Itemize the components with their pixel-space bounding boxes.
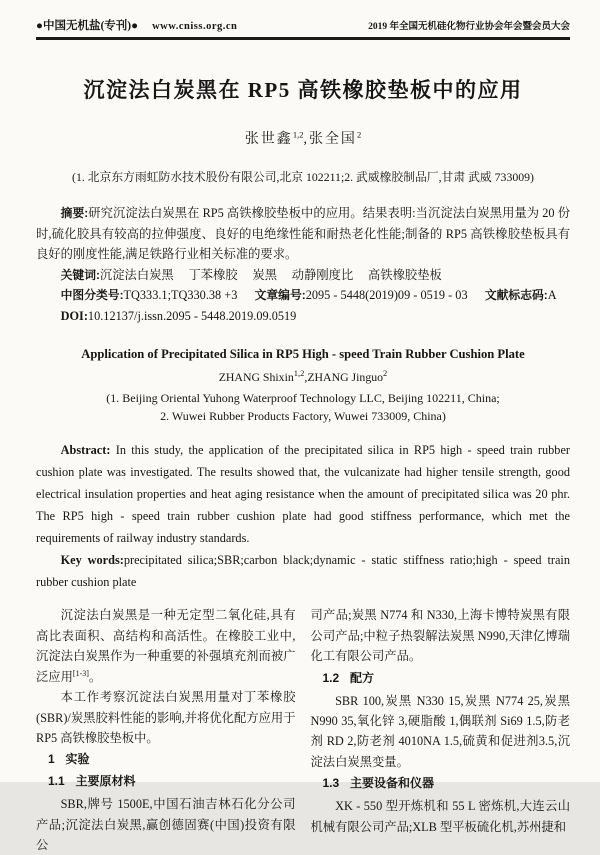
section-title: 主要原材料	[75, 774, 136, 789]
abstract-cn	[36, 203, 570, 265]
authors-cn	[36, 128, 570, 148]
body-paragraph	[36, 605, 296, 687]
author-1-en: ZHANG Shixin	[218, 369, 294, 384]
doi-value: 10.12137/j.issn.2095 - 5448.2019.09.0519	[87, 309, 297, 324]
doc-code-value: A	[547, 288, 557, 303]
conference-name: 2019 年全国无机硅化物行业协会年会暨会员大会	[368, 22, 570, 32]
author-1-affil-sup: 1,2	[292, 129, 304, 140]
article-no-label: 文章编号:	[254, 288, 306, 303]
author-en-separator: ,	[304, 369, 308, 384]
body-paragraph: XK - 550 型开炼机和 55 L 密炼机,大连云山机械有限公司产品;XLB 型平板硫化机,苏州捷和	[310, 799, 570, 834]
section-number: 1.3	[322, 776, 340, 791]
body-paragraph: SBR 100,炭黑 N330 15,炭黑 N774 25,炭黑 N990 35,氧化锌 3,硬脂酸 1,偶联剂 Si69 1.5,防老剂 RD 2,防老剂 4010NA 1.5,硫黄和促进剂3.5,沉淀法白炭黑变量。	[310, 693, 570, 769]
keywords-en-text: precipitated silica;SBR;carbon black;dynamic - static stiffness ratio;high - speed train rubber cushion plate	[36, 553, 570, 590]
section-number: 1.1	[48, 774, 65, 789]
author-2-en-sup: 2	[383, 367, 388, 378]
authors-en	[36, 368, 570, 385]
keywords-cn-label: 关键词:	[60, 267, 100, 282]
affiliation-en-line-2: 2. Wuwei Rubber Products Factory, Wuwei 733009, China)	[160, 408, 446, 423]
section-title: 实验	[65, 752, 90, 767]
section-number: 1.2	[322, 670, 340, 685]
paper-title-cn: 沉淀法白炭黑在 RP5 高铁橡胶垫板中的应用	[83, 78, 523, 102]
doc-code-label: 文献标志码:	[484, 288, 548, 303]
header-rule	[36, 37, 570, 40]
clc-label: 中图分类号:	[60, 288, 124, 303]
paragraph-text: 沉淀法白炭黑是一种无定型二氧化硅,具有高比表面积、高结构和高活性。在橡胶工业中,沉淀法白炭黑作为一种重要的补强填充剂而被广泛应用	[36, 608, 296, 684]
section-title: 配方	[349, 670, 374, 685]
author-2-affil-sup: 2	[356, 129, 362, 140]
affiliation-en	[36, 389, 570, 425]
article-no-value: 2095 - 5448(2019)09 - 0519 - 03	[305, 288, 468, 303]
keyword-cn: 炭黑	[252, 267, 278, 282]
classification-line	[36, 285, 570, 306]
body-column-left	[36, 605, 296, 855]
keyword-cn: 沉淀法白炭黑	[99, 267, 174, 282]
keyword-cn: 高铁橡胶垫板	[368, 267, 442, 282]
keyword-cn: 丁苯橡胶	[188, 267, 238, 282]
author-separator: ,	[303, 132, 309, 147]
page-header	[36, 16, 570, 33]
keywords-en-label: Key words:	[60, 553, 124, 568]
section-heading-1-3	[311, 774, 571, 794]
keyword-cn: 动静刚度比	[291, 267, 354, 282]
journal-brand: ●中国无机盐(专刊)●	[36, 20, 139, 32]
doi-line	[36, 306, 570, 327]
keywords-en	[36, 549, 570, 593]
abstract-en-label: Abstract:	[60, 442, 111, 457]
author-1-cn: 张世鑫	[244, 132, 293, 147]
abstract-cn-label: 摘要:	[60, 206, 89, 220]
section-heading-1-1	[36, 772, 296, 792]
paper-title-en: Application of Precipitated Silica in RP5 High - speed Train Rubber Cushion Plate	[81, 346, 525, 361]
body-columns	[36, 605, 570, 855]
doi-label: DOI:	[60, 309, 88, 324]
affiliation-en-line-1: (1. Beijing Oriental Yuhong Waterproof Technology LLC, Beijing 102211, China;	[106, 390, 500, 405]
section-heading-1	[36, 750, 296, 770]
abstract-en	[36, 439, 570, 550]
paragraph-text: 。	[88, 669, 102, 684]
citation-sup: [1-3]	[72, 668, 89, 678]
author-2-cn: 张全国	[308, 132, 357, 147]
body-paragraph: SBR,牌号 1500E,中国石油吉林石化分公司产品;沉淀法白炭黑,赢创德固赛(中国)投资有限公	[36, 797, 296, 853]
section-number: 1	[48, 752, 55, 767]
body-paragraph: 司产品;炭黑 N774 和 N330,上海卡博特炭黑有限公司产品;中粒子热裂解法炭黑 N990,天津亿博瑞化工有限公司产品。	[310, 608, 570, 664]
author-1-en-sup: 1,2	[293, 367, 305, 378]
keywords-cn	[36, 265, 570, 286]
affiliation-cn: (1. 北京东方雨虹防水技术股份有限公司,北京 102211;2. 武威橡胶制品厂,甘肃 武威 733009)	[72, 170, 534, 184]
author-2-en: ZHANG Jinguo	[307, 369, 384, 384]
body-paragraph: 本工作考察沉淀法白炭黑用量对丁苯橡胶(SBR)/炭黑胶料性能的影响,并将优化配方应用于 RP5 高铁橡胶垫板中。	[36, 690, 296, 745]
abstract-en-text: In this study, the application of the precipitated silica in RP5 high - speed train rubber cushion plate was investigated. The results showed that, the vulcanizate had higher tensile strength, good electrical insulation properties and heat aging resistance when the amount of precipitated silica was 20 phr. The RP5 high - speed train rubber cushion plate had good stiffness performance, which met the requirements of railway industry standards.	[36, 442, 571, 546]
section-title: 主要设备和仪器	[349, 776, 434, 791]
section-heading-1-2	[311, 669, 571, 689]
body-column-right	[311, 605, 571, 855]
abstract-cn-text: 研究沉淀法白炭黑在 RP5 高铁橡胶垫板中的应用。结果表明:当沉淀法白炭黑用量为 20 份时,硫化胶具有较高的拉伸强度、良好的电绝缘性能和耐热老化性能;制备的 RP5 高铁橡胶垫板具有良好的刚度性能,满足铁路行业相关标准的要求。	[36, 206, 570, 262]
journal-url: www.cniss.org.cn	[152, 21, 238, 32]
journal-brand-block	[36, 17, 237, 33]
clc-value: TQ333.1;TQ330.38 +3	[123, 288, 238, 303]
